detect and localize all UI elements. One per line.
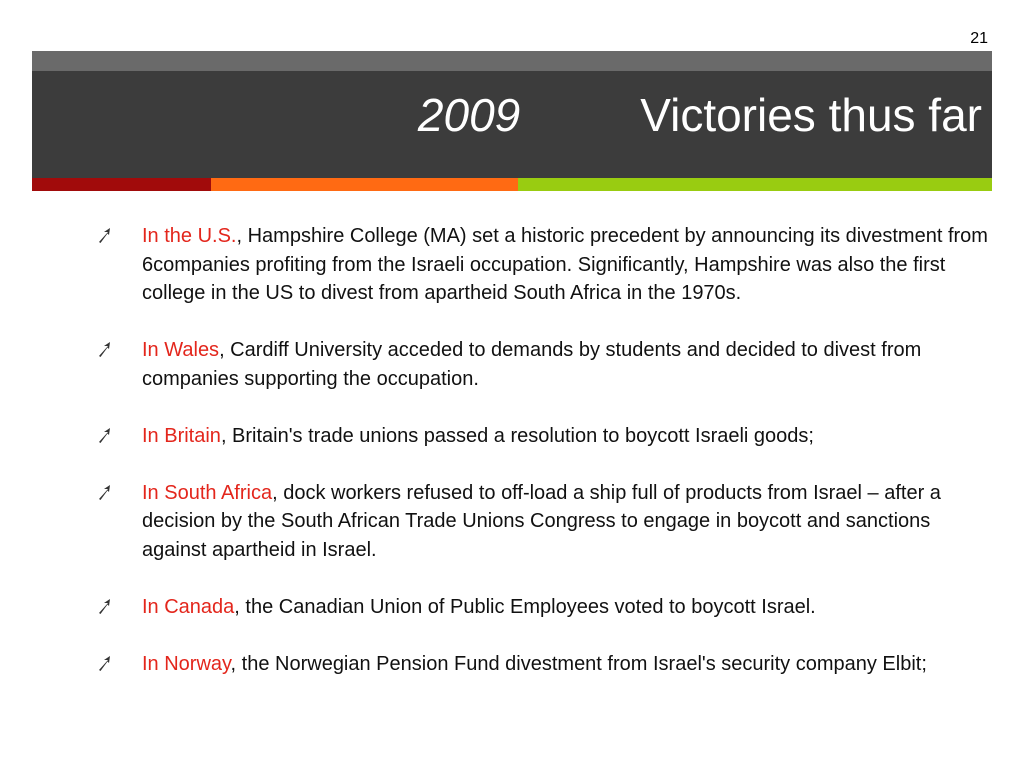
title-text: Victories thus far [640, 89, 982, 141]
list-item [96, 479, 996, 565]
bullet-text: , dock workers refused to off-load a ship full of products from Israel – after a decision by the South African Trade Unions Congress to engage in boycott and sanctions against apartheid in Israel. [142, 481, 941, 561]
bullet-place: In the U.S. [142, 225, 237, 247]
bullet-place: In Britain [142, 424, 221, 447]
bullet-place: In Norway [142, 652, 231, 675]
bullet-place: In South Africa [142, 481, 273, 504]
slide-title [32, 89, 982, 141]
accent-bar [32, 178, 992, 191]
list-item [96, 222, 996, 308]
title-top-strip [32, 51, 992, 71]
list-item [96, 336, 996, 393]
bullet-text: , Cardiff University acceded to demands by students and decided to divest from companies supporting the occupation. [142, 339, 922, 390]
bullet-list [96, 222, 996, 678]
list-item [96, 422, 996, 451]
bullet-text: , the Canadian Union of Public Employees voted to boycott Israel. [234, 595, 816, 618]
arrow-bullet-icon [96, 654, 112, 672]
bullet-place: In Wales [142, 339, 220, 361]
accent-red-segment [32, 178, 211, 191]
arrow-bullet-icon [96, 340, 112, 358]
accent-green-segment [518, 178, 992, 191]
list-item [96, 650, 996, 679]
bullet-place: In Canada [142, 595, 235, 618]
arrow-bullet-icon [96, 483, 112, 501]
arrow-bullet-icon [96, 226, 112, 244]
title-year: 2009 [417, 89, 521, 141]
bullet-text: , Britain's trade unions passed a resolution to boycott Israeli goods; [220, 424, 814, 447]
bullet-text: , the Norwegian Pension Fund divestment from Israel's security company Elbit; [230, 652, 927, 675]
accent-orange-segment [211, 178, 518, 191]
list-item [96, 593, 996, 622]
arrow-bullet-icon [96, 597, 112, 615]
slide-number: 21 [970, 30, 988, 47]
bullet-text: , Hampshire College (MA) set a historic precedent by announcing its divestment from 6companies profiting from the Israeli occupation. Significantly, Hampshire was also the first college in the US to divest from apartheid South Africa in the 1970s. [142, 225, 988, 304]
arrow-bullet-icon [96, 426, 112, 444]
